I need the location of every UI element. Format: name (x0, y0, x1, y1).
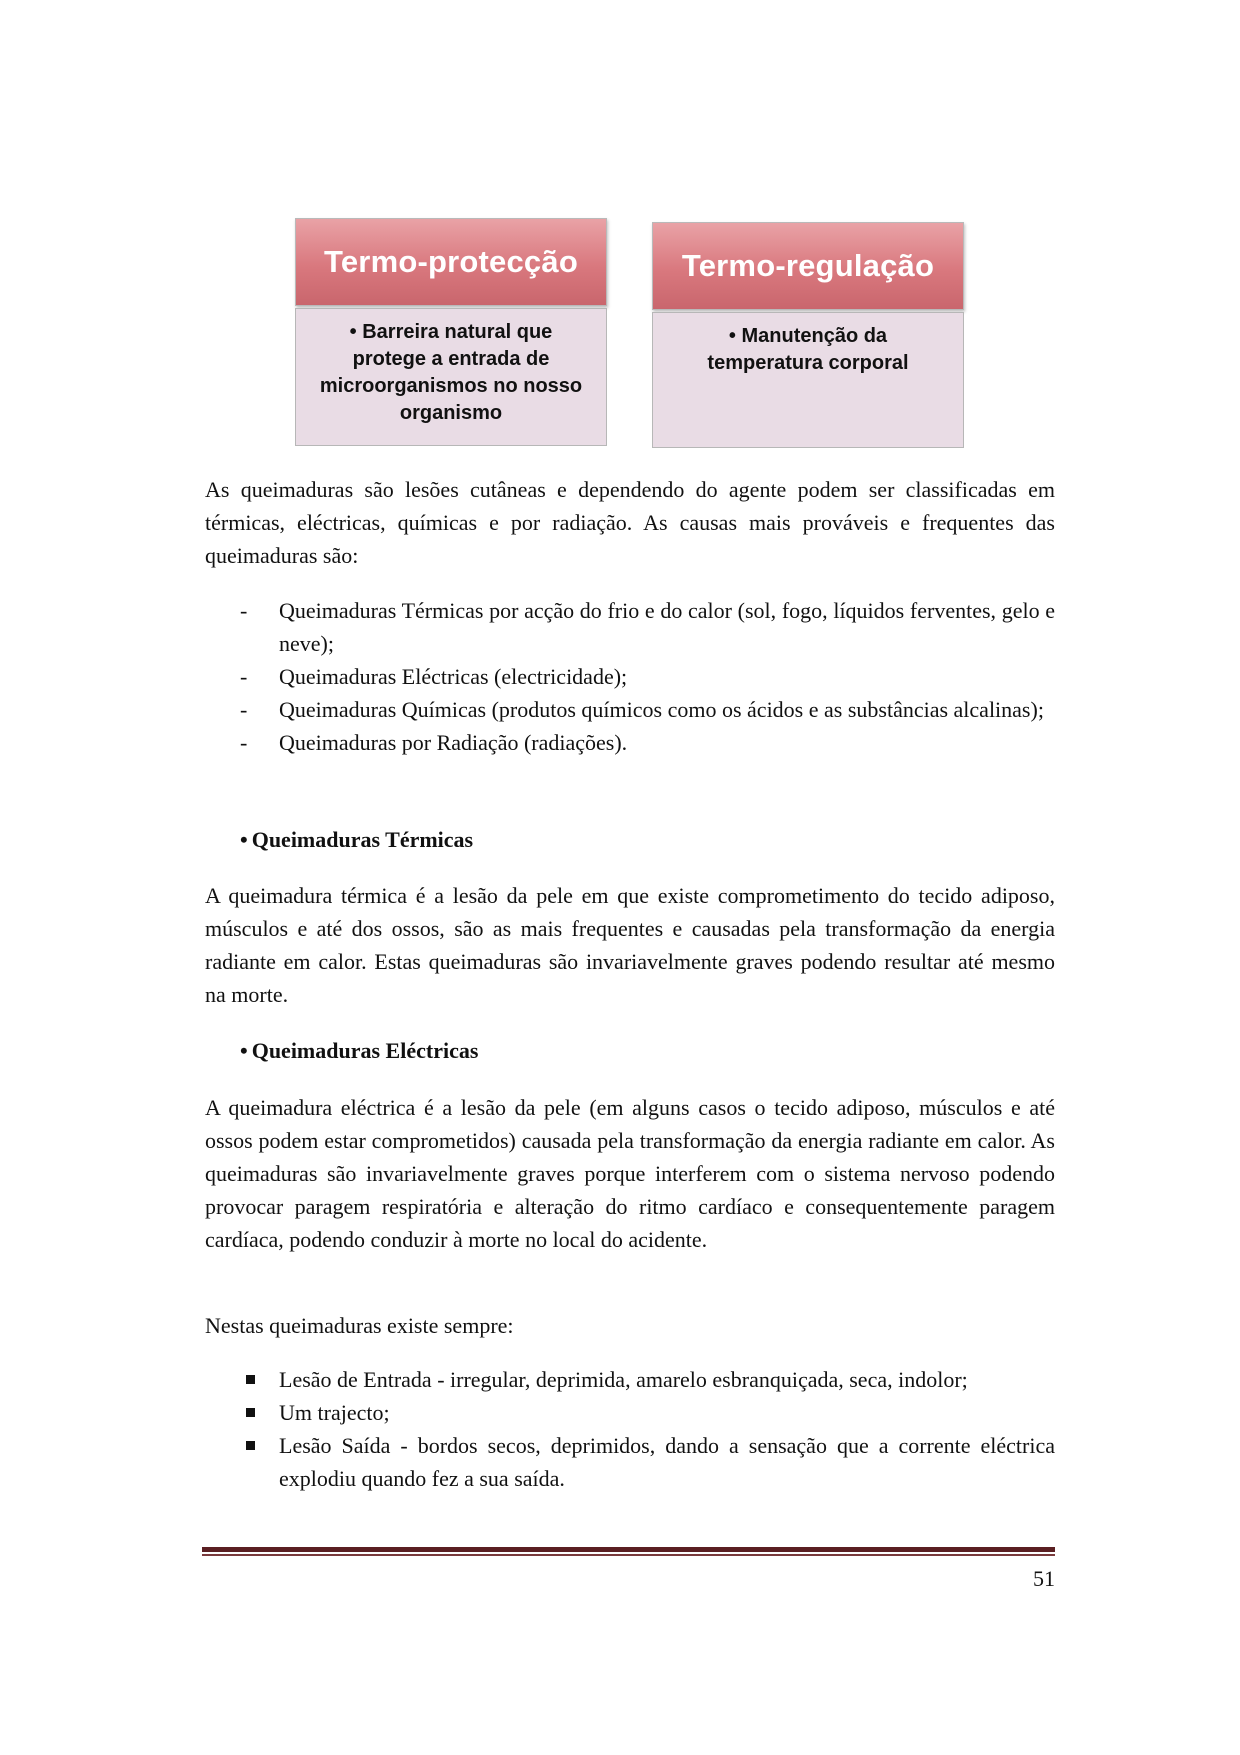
item-text: Lesão de Entrada - irregular, deprimida, amarelo esbranquiçada, seca, indolor; (279, 1367, 968, 1392)
termo-proteccao-title: Termo-protecção (295, 218, 607, 306)
heading-electricas (240, 1034, 478, 1067)
intro-paragraph: As queimaduras são lesões cutâneas e dependendo do agente podem ser classificadas em térmicas, eléctricas, químicas e por radiação. As causas mais prováveis e frequentes das queimaduras são: (205, 477, 1055, 568)
dash-marker: - (240, 664, 248, 689)
list-item (240, 693, 1055, 726)
diagram (295, 218, 975, 450)
heading-termicas (240, 823, 473, 856)
termo-proteccao-box (295, 218, 607, 446)
item-text: Um trajecto; (279, 1400, 390, 1425)
cause-text: Queimaduras Químicas (produtos químicos como os ácidos e as substâncias alcalinas); (279, 697, 1044, 722)
heading-text: Queimaduras Térmicas (251, 827, 474, 852)
termo-regulacao-box (652, 222, 964, 448)
termicas-paragraph: A queimadura térmica é a lesão da pele em que existe comprometimento do tecido adiposo, músculos e até dos ossos, são as mais frequentes e causadas pela transformação da energia radiante em calor. Estas queimaduras são invariavelmente graves podendo resultar até mesmo na morte. (205, 883, 1055, 1007)
dash-marker: - (240, 697, 248, 722)
square-bullet-icon (246, 1441, 255, 1450)
list-item (240, 594, 1055, 660)
cause-text: Queimaduras Térmicas por acção do frio e do calor (sol, fogo, líquidos ferventes, gelo e neve); (279, 598, 1055, 656)
heading-text: Queimaduras Eléctricas (251, 1038, 479, 1063)
footer-divider-thick (202, 1547, 1055, 1552)
list-item (240, 1363, 1055, 1396)
termo-regulacao-title: Termo-regulação (652, 222, 964, 310)
footer-divider-thin (202, 1554, 1055, 1556)
list-item (240, 1396, 1055, 1429)
electricas-paragraph: A queimadura eléctrica é a lesão da pele (em alguns casos o tecido adiposo, músculos e até ossos podem estar comprometidos) causada pela transformação da energia radiante em calor. As queimaduras são invariavelmente graves porque interferem com o sistema nervoso podendo provocar paragem respiratória e alteração do ritmo cardíaco e consequentemente paragem cardíaca, podendo conduzir à morte no local do acidente. (205, 1095, 1055, 1252)
list-item (240, 660, 1055, 693)
square-bullet-icon (246, 1408, 255, 1417)
electricas-list (240, 1363, 1055, 1495)
causes-list (240, 594, 1055, 759)
electricas-lead: Nestas queimaduras existe sempre: (205, 1313, 514, 1338)
item-text: Lesão Saída - bordos secos, deprimidos, dando a sensação que a corrente eléctrica explodiu quando fez a sua saída. (279, 1433, 1055, 1491)
list-item (240, 1429, 1055, 1495)
square-bullet-icon (246, 1375, 255, 1384)
page-number: 51 (1033, 1566, 1055, 1591)
footer-divider (202, 1547, 1055, 1556)
cause-text: Queimaduras Eléctricas (electricidade); (279, 664, 628, 689)
termo-regulacao-text: • Manutenção da temperatura corporal (652, 312, 964, 448)
cause-text: Queimaduras por Radiação (radiações). (279, 730, 628, 755)
termo-proteccao-text: • Barreira natural que protege a entrada de microorganismos no nosso organismo (295, 308, 607, 446)
dash-marker: - (240, 598, 248, 623)
bullet-icon: • (240, 827, 248, 852)
list-item (240, 726, 1055, 759)
dash-marker: - (240, 730, 248, 755)
bullet-icon: • (240, 1038, 248, 1063)
